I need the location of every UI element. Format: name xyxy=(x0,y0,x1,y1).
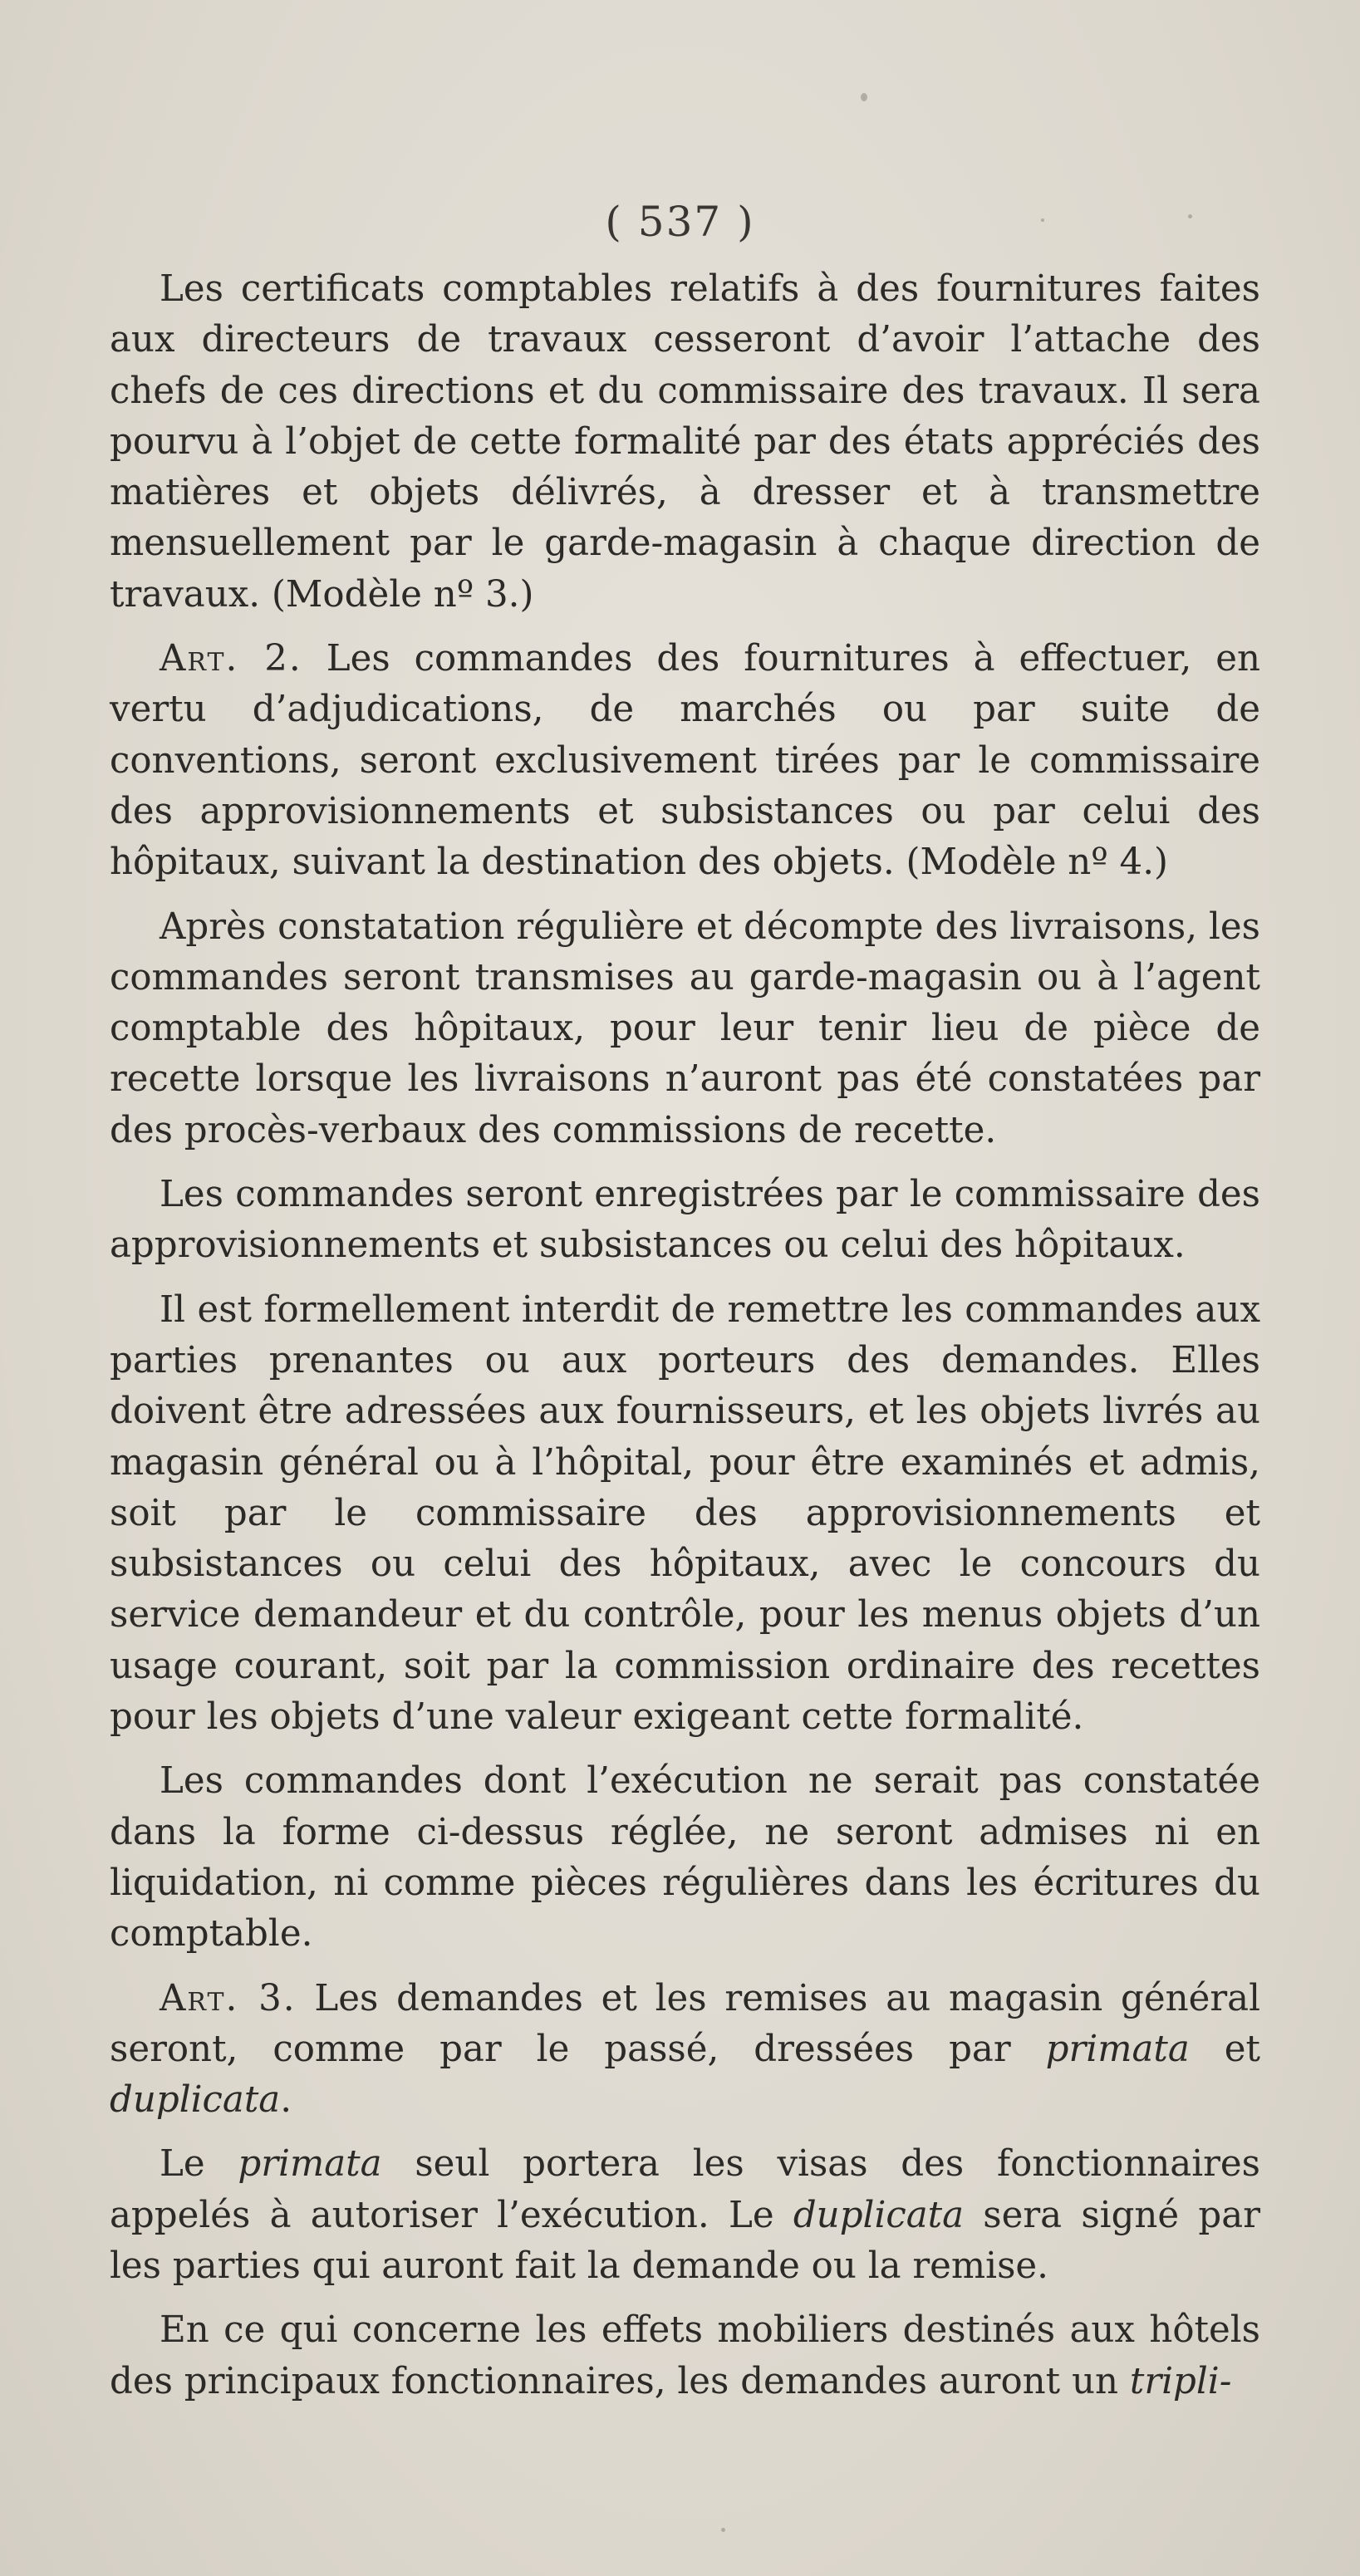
text-run: . xyxy=(280,2079,292,2122)
italic-term: duplicata xyxy=(110,2079,281,2122)
paragraph xyxy=(110,634,1260,888)
italic-term: duplicata xyxy=(793,2194,965,2236)
paper-speck xyxy=(721,2528,725,2532)
text-run: Les commandes seront enregistrées par le commissaire des approvisionnements et subsistances ou celui des hôpitaux. xyxy=(110,1174,1260,1267)
text-run: En ce qui concerne les effets mobiliers destinés aux hôtels des principaux fonctionnaires, les demandes auront un xyxy=(110,2309,1260,2402)
text-run: sera signé par les parties qui auront fait la demande ou la remise. xyxy=(110,2194,1260,2287)
page-number: ( 537 ) xyxy=(605,198,755,246)
paragraph xyxy=(110,1170,1260,1272)
text-run: seul portera les visas des fonctionnaires appelés à autoriser l’exécution. Le xyxy=(110,2143,1260,2236)
paragraph xyxy=(110,1285,1260,1744)
paragraph xyxy=(110,264,1260,621)
text-run: Les certificats comptables relatifs à des fournitures faites aux directeurs de travaux cesseront d’avoir l’attache des chefs de ces directions et du commissaire des travaux. Il sera pourvu à l’objet de cette formalité par des états appréciés des matières et objets délivrés, à dresser et à transmettre mensuellement par le garde-magasin à chaque direction de travaux. (Modèle nº 3.) xyxy=(110,268,1260,616)
italic-term: tripli- xyxy=(1129,2360,1232,2402)
italic-term: primata xyxy=(238,2143,382,2186)
text-run: Il est formellement interdit de remettre les commandes aux parties prenantes ou aux porteurs des demandes. Elles doivent être adressées aux fournisseurs, et les objets livrés au magasin général ou à l’hôpital, pour être examinés et admis, soit par le commissaire des approvisionnements et subsistances ou celui des hôpitaux, avec le concours du service demandeur et du contrôle, pour les menus objets d’un usage courant, soit par la commission ordinaire des recettes pour les objets d’une valeur exigeant cette formalité. xyxy=(110,1288,1260,1739)
paragraph xyxy=(110,902,1260,1156)
text-run: Après constatation régulière et décompte des livraisons, les commandes seront transmises au garde-magasin ou à l’agent comptable des hôpitaux, pour leur tenir lieu de pièce de recette lorsque les livraisons n’auront pas été constatées par des procès-verbaux des commissions de recette. xyxy=(110,905,1260,1151)
text-run: Les commandes dont l’exécution ne serait pas constatée dans la forme ci-dessus réglée, ne seront admises ni en liquidation, ni comme pièces régulières dans les écritures du comptable. xyxy=(110,1760,1260,1955)
text-run: Le xyxy=(160,2143,238,2186)
body-text xyxy=(110,264,1260,2421)
paper-speck xyxy=(861,93,867,101)
text-run: et xyxy=(1189,2028,1260,2070)
paragraph xyxy=(110,1974,1260,2127)
article-label: Art. 2. xyxy=(160,638,302,680)
paragraph xyxy=(110,2305,1260,2407)
paragraph xyxy=(110,2139,1260,2292)
text-run: Les commandes des fournitures à effectuer, en vertu d’adjudications, de marchés ou par suite de conventions, seront exclusivement tirées par le commissaire des approvisionnements et subsistances ou par celui des hôpitaux, suivant la destination des objets. (Modèle nº 4.) xyxy=(110,638,1261,884)
paragraph xyxy=(110,1756,1260,1960)
italic-term: primata xyxy=(1045,2028,1190,2070)
text-run: Les demandes et les remises au magasin général seront, comme par le passé, dressées par xyxy=(110,1977,1260,2070)
article-label: Art. 3. xyxy=(160,1977,297,2019)
